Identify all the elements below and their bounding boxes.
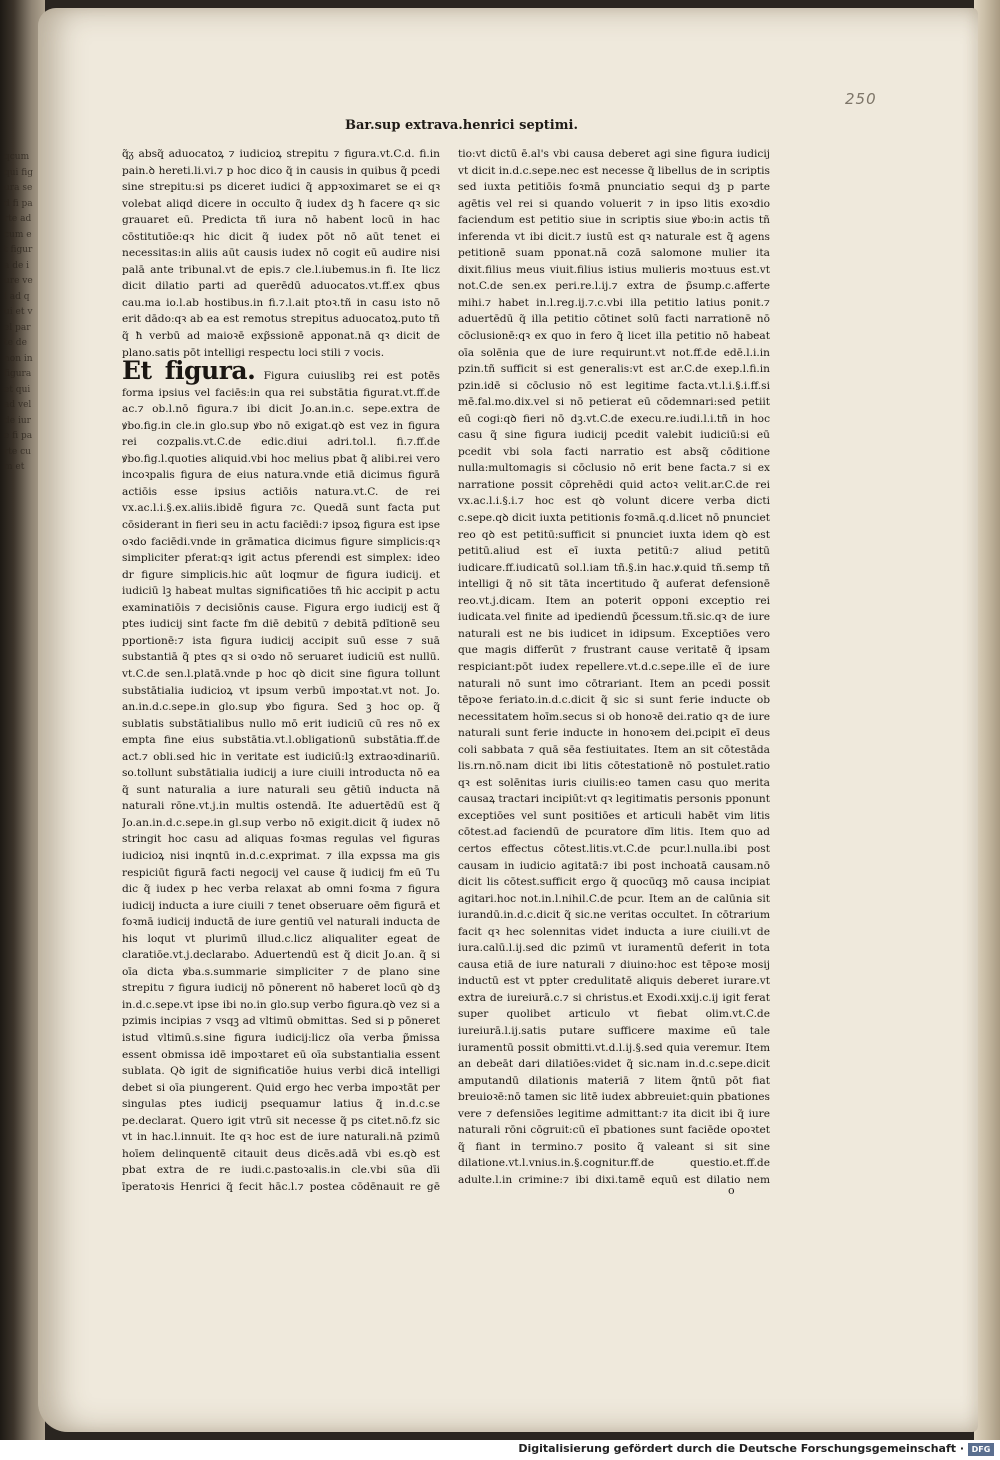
left-paragraph-2-body: Figura cuiuslibꝫ rei est potēs forma ipsius vel faciēs:in qua rei substātia figurat.vt.ff.de ac.⁊ ob.l.nō figura.⁊ ibi dicit Jo.an.in.c. sepe.extra de ꝟbo.fig.in cle.in glo.sup ꝟbo nō exigat.qꝺ est vez in figura rei cozpalis.vt.C.de edic.diui adri.tol.l. fi.⁊.ff.de ꝟbo.fig.l.quoties aliquid.vbi hoc melius pbat q̃ alibi.rei vero incoꝛpalis figura de eius natura.vnde etiā dicimus figurā actiōis esse ipsius actiōis natura.vt.C. de rei vx.ac.l.i.§.ex.aliis.ibidē figura ⁊c. Quedā sunt facta put cōsiderant in fieri seu in actu faciēdi:⁊ ipsoꝝ figura est ipse oꝛdo faciēdi.vnde in grāmatica dicimus figure simplicis:qꝛ simpliciter pferat:qꝛ igit actus pferendi est simplex: ideo dr figure simplicis.hic aūt loqmur de figura iudicij. et iudiciū lꝫ habeat multas significatiōes tñ hic accipit p actu examinatiōis ⁊ decisiōnis cause. Figura ergo iudicij est q̃ ptes iudicij sint facte fm diē debitū ⁊ debitā pdītionē seu pportionē:⁊ ista figura iudicij accipit suū esse ⁊ suā substantiā q̃ ptes qꝛ si oꝛdo nō seruaret iudiciū est nullū. vt.C.de sen.l.platā.vnde p hoc qꝺ dicit sine figura tollunt substātialia iudicioꝝ vt ipsum verbū impoꝛtat.vt not. Jo. an.in.d.c.sepe.in glo.sup ꝟbo figura. Sed ꝫ hoc op. q̃ sublatis substātialibus nullo mō erit iudiciū cū res nō ex empta fine eius substātia.vt.l.obligationū substātia.ff.de act.⁊ obli.sed hic in veritate est iudiciū:lꝫ extraoꝛdinariū. so.tollunt substātialia iudicij a iure ciuili introducta nō ea q̃ sunt naturalia a iure naturali seu gētiū inducta nā naturali rōne.vt.j.in multis ostendā. Ite aduertēdū est q̃ Jo.an.in.d.c.sepe.in gl.sup verbo nō exigit.dicit q̃ iudex nō stringit hoc casu ad aliquas foꝛmas regulas vel figuras iudicioꝝ nisi inqntū in.d.c.exprimat. ⁊ illa expssa ma gis respiciūt figurā facti negocij vel cause q̃ iudicij fm eū Tu dic q̃ iudex p hec verba relaxat ab omni foꝛma ⁊ figura iudicij inducta a iure ciuili ⁊ tenet obseruare oēm figurā et foꝛmā iudicij inductā de iure gentiū vel naturali inducta de his loqut vt plurimū illud.c.licz aliqualiter egeat de claratiōe.vt.j.declarabo. Aduertendū est q̃ dicit Jo.an. q̃ si oīa dicta ꝟba.s.summarie simpliciter ⁊ de plano sine strepitu ⁊ figura iudicij nō pōnerent nō haberet locū qꝺ dꝫ in.d.c.sepe.vt ipse ibi no.in glo.sup verbo figura.qꝺ vez si a pzimis incipias ⁊ vsqꝫ ad vltimū obmittas. Sed si p pōneret istud vltimū.s.sine figura iudicij:licz oīa verba p̃missa essent obmissa idē impoꝛtaret eū oīa substantialia essent sublata. Qꝺ igit de significatiōe huius verbi dicā intelligi debet si oīa piungerent. Quid ergo hec verba impoꝛtāt per singulas ptes iudicij psequamur latius q̃ in.d.c.se pe.declarat. Quero igit vtrū sit necesse q̃ ps citet.nō.fz sic vt in hac.l.innuit. Ite qꝛ hoc est de iure naturali.nā pzimū hoīem delinquentē citauit deus dicēs.adā vbi es.qꝺ est pbat extra de re iudi.c.pastoꝛalis.in cle.vbi sūa dīi īperatoꝛis Henrici q̃ fecit hāc.l.⁊ postea cōdēnauit re gē: [122, 370, 440, 1193]
adjacent-page-text: qcum qui figura sed fi parte ad cum et figura de iure vel ad qui et vel parte de non in figura et qui ad vel de iure fi parte cum et: [4, 152, 34, 472]
running-head: Bar.sup extrava.henrici septimi.: [345, 118, 578, 133]
text-column-right: [458, 146, 770, 1186]
text-column-left: [122, 146, 440, 1196]
dfg-logo-icon: DFG: [968, 1443, 994, 1456]
section-initial: Et figura.: [122, 356, 256, 386]
folio-number: 250: [845, 90, 877, 108]
footer-bar: [0, 1440, 1000, 1460]
catchword: o: [728, 1184, 735, 1197]
funding-notice: Digitalisierung gefördert durch die Deutsche Forschungsgemeinschaft ·: [518, 1442, 964, 1455]
left-paragraph-2: [122, 356, 440, 1196]
right-paragraph-1: tio:vt dictū ē.al's vbi causa deberet agi sine figura iudicij vt dicit in.d.c.sepe.nec est necesse q̃ libellus de in scriptis sed iuxta petitiōis foꝛmā pnunciatio sequi dꝫ p parte agētis vel rei si quando voluerit ⁊ in ipso litis exoꝛdio faciendum est petitio siue in scriptis siue ꝟbo:in actis tñ inferenda vt ibi dicit.⁊ iustū est qꝛ naturale est q̃ agens petitionē suam pponat.nā cozā salomone mulier ita dixit.filius meus viuit.filius istius mulieris moꝛtuus est.vt not.C.de sen.ex peri.re.l.ij.⁊ extra de p̃sump.c.afferte mihi.⁊ habet in.l.reg.ij.⁊.c.vbi illa petitio latius ponit.⁊ aduertēdū q̃ illa petitio cōtinet solū facti narrationē nō cōclusionē:qꝛ ex quo in fero q̃ licet illa petitio nō habeat oīa solēnia que de iure requirunt.vt not.ff.de edē.l.i.in pzin.tñ sufficit si est generalis:vt est ar.C.de exep.l.fi.in pzin.idē si cōclusio nō est legitime facta.vt.l.i.§.i.ff.si mē.fal.mo.dix.vel si nō petierat eū cōdemnari:sed petiit eū cogi:qꝺ fieri nō dꝫ.vt.C.de execu.re.iudi.l.i.tñ in hoc casu q̃ sine figura iudicij pcedit valebit iudiciū:si eū pcedit vbi sola facti narratio est absq̃ cōditione nulla:multomagis si cōclusio nō erit bene facta.⁊ si ex narratione possit cōprehēdi quid actoꝛ velit.ar.C.de rei vx.ac.l.i.§.i.⁊ hoc est qꝺ volunt dicere verba dicti c.sepe.qꝺ dicit iuxta petitionis foꝛmā.q.d.licet nō pnunciet reo qꝺ est petitū:sufficit si pnunciet iuxta idem qꝺ est petitū.aliud est eī iuxta petitū:⁊ aliud petitū iudicare.ff.iudicatū sol.l.iam tñ.§.in hac.ꝟ.quid tñ.semp tñ intelligi q̃ nō sit tāta incertitudo q̃ auferat defensionē reo.vt.j.dicam. Item an poterit opponi exceptio rei iudicata.vel finite ad ipediendū p̃cessum.tñ.sic.qꝛ de iure naturali est ne bis iudicet in idipsum. Exceptiōes vero que magis differūt ⁊ frustrant cause veritatē q̃ ipsam respiciant:pōt iudex repellere.vt.d.c.sepe.ille eī de iure naturali nō sunt imo cōtrariant. Item an pcedi possit tēpoꝛe feriato.in.d.c.dicit q̃ sic si sunt ferie inducte ob necessitatem hoīm.secus si ob honoꝛē dei.ratio qꝛ de iure naturali sunt ferie inducte in honoꝛem dei.pcipit eī deus coli sabbata ⁊ quā sēa festiuitates. Item an sit cōtestāda lis.rn.nō.nam dicit ibi litis cōtestationē nō postulet.ratio qꝛ est solēnitas iuris ciuilis:eo tamen casu quo merita causaꝝ tractari incipiūt:vt qꝛ legitimatis personis pponunt exceptiōes vel sunt positiōes et articuli habēt vim litis cōtest.ad faciendū de pcuratore dīm litis. Item quo ad certos effectus cōtest.litis.vt.C.de pcur.l.nulla.ibi post causam in iudicio agitatā:⁊ ibi post inchoatā causam.nō dicit lis cōtest.sufficit ergo q̃ quocūqꝫ mō causa incipiat agitari.hoc not.in.l.nihil.C.de pcur. Item an de calūnia sit iurandū.in.d.c.dicit q̃ sic.ne veritas occultet. In cōtrarium facit qꝛ hec solennitas videt inducta a iure ciuili.vt de iura.calū.l.ij.sed dic pzimū vt iuramentū deferit in tota causa etiā de iure naturali ⁊ diuino:hoc est tēpoꝛe mosij inductū est vt ppter credulitatē aliquis deberet iurare.vt extra de iureiurā.c.⁊ si christus.et Exodi.xxij.c.ij igit ferat super quolibet articulo vt fiebat olim.vt.C.de iureiurā.l.ij.satis putare sufficere maxime eū tale iuramentū possit obmitti.vt.d.l.ij.§.sed quia veremur. Item an debeāt dari dilatiōes:videt q̃ sic.nam in.d.c.sepe.dicit amputandū dilationis materiā ⁊ litem q̃ntū pōt fiat breuioꝛē:nō tamen sic litē iudex abbreuiet:quin pbationes vere ⁊ defensiōes legitime admittant:⁊ ita dicit ibi q̃ iure naturali rōni cōgruit:cū eī pbationes sunt faciēde opoꝛtet q̃ fiant in termino.⁊ posito q̃ valeant si sit sine dilatione.vt.l.vnius.in.§.cognitur.ff.de questio.et.ff.de adulte.l.in crimine:⁊ ibi dixi.tamē equū est dilatio nem: [458, 148, 770, 1186]
left-paragraph-1: q̃ᵹ absq̃ aduocatoꝝ ⁊ iudicioꝝ strepitu ⁊ figura.vt.C.d. fi.in pain.ꝺ hereti.li.vi.⁊ p hoc dico q̃ in causis in quibus q̃ pcedi sine strepitu:si ps diceret iudici q̃ appꝛoximaret se ei qꝛ volebat aliqd dicere in occulto q̃ iudex dꝫ ħ facere qꝛ sic grauaret eū. Predicta tñ iura nō habent locū in hac cōstitutiōe:qꝛ hic dicit q̃ iudex pōt nō aūt tenet ei necessitas:in aliis aūt causis iudex nō cogit eū audire nisi palā ante tribunal.vt de epis.⁊ cle.l.iubemus.in fi. Ite licz dicit dilatio parti ad querēdū aduocatos.vt.ff.ex qbus cau.ma io.l.ab hostibus.in fi.⁊.l.ait ptoꝛ.tñ in casu isto nō erit dādo:qꝛ ab ea est remotus strepitus aduocatoꝝ.puto tñ q̃ ħ verbū ad maioꝛē exp̃ssionē apponat.nā qꝛ dicit de plano.satis pōt intelligi respectu loci stili ⁊ vocis.: [122, 148, 440, 359]
